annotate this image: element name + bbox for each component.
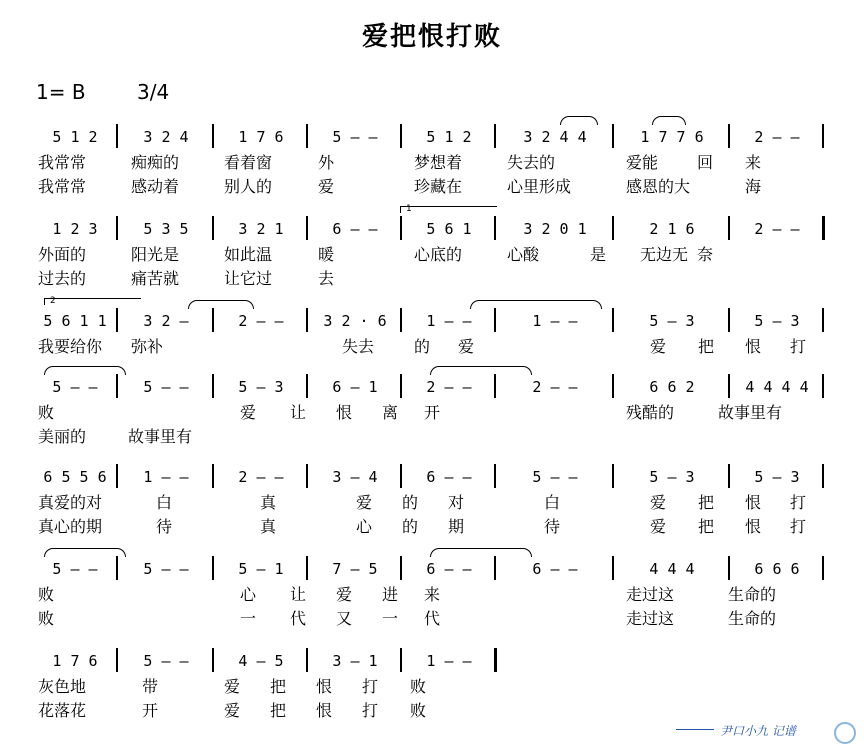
lyric-line (0, 268, 864, 290)
barline (822, 556, 824, 580)
lyric-word: 爱 (318, 177, 335, 196)
measure: 3 – 1 (332, 652, 378, 670)
barline (116, 464, 118, 488)
measure: 3 2 0 1 (523, 220, 587, 238)
barline (400, 648, 402, 672)
lyric-word: 把 (698, 493, 715, 512)
measure: 3 2 · 6 (323, 312, 387, 330)
measure: 5 – – (52, 560, 98, 578)
lyric-word: 打 (362, 701, 379, 720)
notes-line (0, 554, 864, 584)
barline (728, 124, 730, 148)
barline (612, 556, 614, 580)
notes-line (0, 646, 864, 676)
lyric-line (0, 584, 864, 606)
credit-rule (676, 729, 714, 730)
slur-mark (430, 548, 532, 557)
volta-bracket (400, 206, 497, 213)
lyric-word: 爱 (458, 337, 475, 356)
barline (400, 464, 402, 488)
score-row (0, 296, 864, 376)
measure: 2 – – (532, 378, 578, 396)
measure: 6 – – (532, 560, 578, 578)
lyric-word: 美丽的 (38, 427, 87, 446)
lyric-line (0, 336, 864, 358)
measure: 6 – – (426, 560, 472, 578)
lyric-word: 痛苦就 (131, 269, 180, 288)
measure: 2 – – (426, 378, 472, 396)
lyric-word: 外 (318, 153, 335, 172)
barline (116, 648, 118, 672)
notes-line (0, 372, 864, 402)
volta-number: 1 (406, 204, 412, 214)
barline (612, 374, 614, 398)
measure: 6 – – (426, 468, 472, 486)
lyric-word: 故事里有 (718, 403, 783, 422)
measure: 5 – – (532, 468, 578, 486)
barline (212, 308, 214, 332)
measure: 5 – 3 (649, 312, 695, 330)
lyric-word: 对 (448, 493, 465, 512)
measure: 1 – – (532, 312, 578, 330)
barline (494, 374, 496, 398)
lyric-word: 心里形成 (507, 177, 572, 196)
lyric-word: 感动着 (131, 177, 180, 196)
measure: 2 – – (754, 220, 800, 238)
measure: 2 – – (754, 128, 800, 146)
lyric-word: 残酷的 (626, 403, 675, 422)
measure: 5 – – (143, 652, 189, 670)
lyric-word: 心 (240, 585, 257, 604)
barline (494, 556, 496, 580)
lyric-word: 心底的 (414, 245, 463, 264)
lyric-word: 灰色地 (38, 677, 87, 696)
lyric-word: 梦想着 (414, 153, 463, 172)
slur-mark (470, 300, 602, 309)
barline (400, 124, 402, 148)
lyric-word: 看着窗 (224, 153, 273, 172)
lyric-word: 走过这 (626, 609, 675, 628)
measure: 6 6 2 (649, 378, 695, 396)
barline (822, 308, 824, 332)
lyric-line (0, 516, 864, 538)
volta-bracket (44, 298, 141, 305)
lyric-word: 一 (382, 609, 399, 628)
logo-icon (834, 722, 856, 744)
lyric-word: 生命的 (728, 609, 777, 628)
barline (306, 308, 308, 332)
lyric-word: 花落花 (38, 701, 87, 720)
lyric-word: 败 (410, 677, 427, 696)
lyric-word: 恨 (316, 677, 333, 696)
score-row (0, 554, 864, 628)
barline (306, 556, 308, 580)
barline (306, 648, 308, 672)
measure: 3 2 – (143, 312, 189, 330)
lyric-word: 爱 (224, 701, 241, 720)
barline (494, 124, 496, 148)
barline (728, 556, 730, 580)
lyric-word: 痴痴的 (131, 153, 180, 172)
lyric-word: 爱 (240, 403, 257, 422)
lyric-word: 心酸 (507, 245, 540, 264)
lyric-word: 我要给你 (38, 337, 103, 356)
lyric-word: 白 (156, 493, 173, 512)
lyric-word: 离 (382, 403, 399, 422)
measure: 6 6 6 (754, 560, 800, 578)
lyric-word: 心 (356, 517, 373, 536)
score-row (0, 122, 864, 196)
barline (822, 124, 824, 148)
lyric-word: 来 (745, 153, 762, 172)
time-signature: 3/4 (137, 80, 170, 104)
lyric-word: 代 (290, 609, 307, 628)
volta-number: 2 (50, 296, 56, 306)
barline (212, 124, 214, 148)
lyric-word: 失去的 (507, 153, 556, 172)
notes-line (0, 214, 864, 244)
slur-mark (652, 116, 686, 125)
lyric-word: 来 (424, 585, 441, 604)
barline (212, 374, 214, 398)
measure: 2 1 6 (649, 220, 695, 238)
barline (116, 374, 118, 398)
lyric-word: 打 (790, 337, 807, 356)
score-row (0, 372, 864, 446)
lyric-word: 开 (142, 701, 159, 720)
lyric-word: 把 (270, 677, 287, 696)
barline (306, 374, 308, 398)
barline (400, 374, 402, 398)
lyric-word: 爱 (224, 677, 241, 696)
barline (728, 216, 730, 240)
measure: 5 6 1 (426, 220, 472, 238)
lyric-word: 阳光是 (131, 245, 180, 264)
barline (400, 308, 402, 332)
barline (822, 374, 824, 398)
lyric-word: 故事里有 (128, 427, 193, 446)
barline (728, 308, 730, 332)
lyric-word: 爱 (650, 337, 667, 356)
lyric-word: 爱 (650, 493, 667, 512)
lyric-word: 恨 (316, 701, 333, 720)
measure: 5 1 2 (426, 128, 472, 146)
measure: 5 – 3 (649, 468, 695, 486)
slur-mark (560, 116, 598, 125)
lyric-word: 败 (38, 585, 55, 604)
slur-mark (44, 366, 126, 375)
lyric-word: 把 (270, 701, 287, 720)
key-signature: 1= B (36, 80, 86, 104)
lyric-word: 是 (590, 245, 607, 264)
barline (822, 216, 825, 240)
lyric-word: 一 (240, 609, 257, 628)
measure: 5 – – (143, 560, 189, 578)
measure: 5 1 2 (52, 128, 98, 146)
lyric-line (0, 492, 864, 514)
lyric-word: 恨 (745, 493, 762, 512)
lyric-word: 暖 (318, 245, 335, 264)
lyric-word: 让 (290, 585, 307, 604)
barline (612, 216, 614, 240)
lyric-word: 海 (745, 177, 762, 196)
measure: 5 6 1 1 (43, 312, 107, 330)
measure: 5 – – (143, 378, 189, 396)
lyric-word: 回 (697, 153, 714, 172)
lyric-word: 珍藏在 (414, 177, 463, 196)
lyric-word: 败 (38, 403, 55, 422)
lyric-line (0, 176, 864, 198)
barline (494, 464, 496, 488)
lyric-line (0, 676, 864, 698)
lyric-word: 真 (260, 517, 277, 536)
barline (728, 374, 730, 398)
barline (494, 648, 497, 672)
lyric-word: 爱 (356, 493, 373, 512)
barline (116, 308, 118, 332)
measure: 2 – – (238, 312, 284, 330)
lyric-word: 爱 (336, 585, 353, 604)
lyric-word: 真 (260, 493, 277, 512)
lyric-word: 代 (424, 609, 441, 628)
measure: 4 – 5 (238, 652, 284, 670)
measure: 1 7 6 (52, 652, 98, 670)
lyric-word: 打 (362, 677, 379, 696)
measure: 1 2 3 (52, 220, 98, 238)
lyric-word: 爱 (650, 517, 667, 536)
measure: 1 – – (143, 468, 189, 486)
lyric-word: 过去的 (38, 269, 87, 288)
transcriber-credit: 尹口小九 记谱 (720, 724, 796, 738)
measure: 2 – – (238, 468, 284, 486)
barline (400, 216, 402, 240)
barline (212, 648, 214, 672)
barline (494, 216, 496, 240)
measure: 3 – 4 (332, 468, 378, 486)
measure: 5 – – (52, 378, 98, 396)
lyric-word: 又 (336, 609, 353, 628)
barline (212, 464, 214, 488)
lyric-line (0, 152, 864, 174)
slur-mark (188, 300, 254, 309)
lyric-line (0, 700, 864, 722)
lyric-word: 恨 (745, 517, 762, 536)
measure: 5 – – (332, 128, 378, 146)
measure: 3 2 4 4 (523, 128, 587, 146)
lyric-word: 爱能 (626, 153, 659, 172)
lyric-word: 败 (410, 701, 427, 720)
barline (612, 124, 614, 148)
lyric-word: 进 (382, 585, 399, 604)
lyric-word: 让它过 (224, 269, 273, 288)
measure: 1 7 6 (238, 128, 284, 146)
lyric-word: 打 (790, 517, 807, 536)
lyric-word: 把 (698, 517, 715, 536)
lyric-word: 的 (402, 493, 419, 512)
lyric-word: 败 (38, 609, 55, 628)
notes-line (0, 306, 864, 336)
lyric-word: 走过这 (626, 585, 675, 604)
lyric-word: 恨 (745, 337, 762, 356)
lyric-word: 别人的 (224, 177, 273, 196)
measure: 5 – 3 (238, 378, 284, 396)
barline (116, 124, 118, 148)
lyric-word: 待 (156, 517, 173, 536)
lyric-word: 我常常 (38, 177, 87, 196)
lyric-word: 真心的期 (38, 517, 103, 536)
barline (494, 308, 496, 332)
measure: 3 2 4 (143, 128, 189, 146)
score-row (0, 646, 864, 720)
score-row (0, 204, 864, 288)
lyric-word: 打 (790, 493, 807, 512)
lyric-word: 生命的 (728, 585, 777, 604)
measure: 1 7 7 6 (640, 128, 704, 146)
measure: 5 – 1 (238, 560, 284, 578)
lyric-word: 的 (414, 337, 431, 356)
lyric-word: 我常常 (38, 153, 87, 172)
lyric-word: 感恩的大 (626, 177, 691, 196)
measure: 3 2 1 (238, 220, 284, 238)
measure: 4 4 4 (649, 560, 695, 578)
barline (212, 216, 214, 240)
barline (306, 216, 308, 240)
lyric-word: 弥补 (131, 337, 164, 356)
lyric-word: 让 (290, 403, 307, 422)
barline (612, 464, 614, 488)
notes-line (0, 462, 864, 492)
lyric-word: 待 (544, 517, 561, 536)
lyric-word: 开 (424, 403, 441, 422)
notes-line (0, 122, 864, 152)
lyric-word: 把 (698, 337, 715, 356)
barline (728, 464, 730, 488)
slur-mark (44, 548, 126, 557)
measure: 6 – – (332, 220, 378, 238)
barline (116, 556, 118, 580)
lyric-word: 如此温 (224, 245, 273, 264)
measure: 5 – 3 (754, 468, 800, 486)
song-title: 爱把恨打败 (361, 22, 502, 52)
barline (400, 556, 402, 580)
barline (612, 308, 614, 332)
barline (822, 464, 824, 488)
measure: 1 – – (426, 312, 472, 330)
lyric-line (0, 244, 864, 266)
barline (116, 216, 118, 240)
lyric-word: 去 (318, 269, 335, 288)
lyric-word: 的 (402, 517, 419, 536)
lyric-word: 外面的 (38, 245, 87, 264)
lyric-line (0, 608, 864, 630)
lyric-word: 白 (544, 493, 561, 512)
lyric-word: 带 (142, 677, 159, 696)
score-row (0, 462, 864, 536)
lyric-word: 奈 (697, 245, 714, 264)
lyric-line (0, 402, 864, 424)
lyric-word: 恨 (336, 403, 353, 422)
measure: 5 3 5 (143, 220, 189, 238)
lyric-line (0, 426, 864, 448)
measure: 6 5 5 6 (43, 468, 107, 486)
measure: 6 – 1 (332, 378, 378, 396)
measure: 5 – 3 (754, 312, 800, 330)
barline (306, 464, 308, 488)
barline (306, 124, 308, 148)
lyric-word: 真爱的对 (38, 493, 103, 512)
slur-mark (430, 366, 532, 375)
measure: 7 – 5 (332, 560, 378, 578)
lyric-word: 无边无 (640, 245, 689, 264)
lyric-word: 期 (448, 517, 465, 536)
barline (212, 556, 214, 580)
measure: 4 4 4 4 (745, 378, 809, 396)
measure: 1 – – (426, 652, 472, 670)
lyric-word: 失去 (342, 337, 375, 356)
